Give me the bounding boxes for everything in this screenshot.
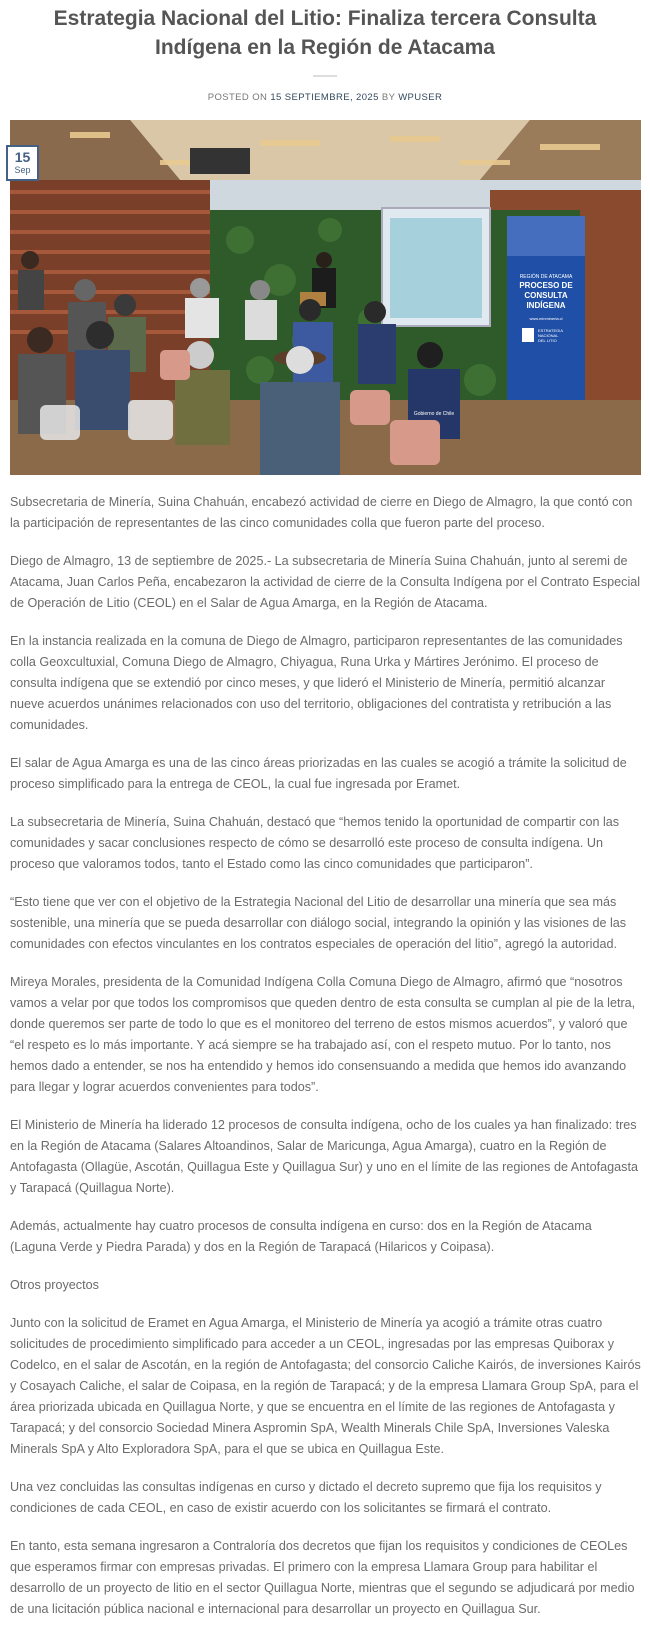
featured-image[interactable]	[10, 120, 641, 475]
paragraph: Una vez concluidas las consultas indígenas en curso y dictado el decreto supremo que fija los requisitos y condiciones de cada CEOL, en caso de existir acuerdo con los solicitantes se firmará el contrato.	[10, 1480, 602, 1515]
paragraph: “Esto tiene que ver con el objetivo de la Estrategia Nacional del Litio de desarrollar una minería que sea más sostenible, una minería que se pueda desarrollar con diálogo social, integrando la opinión y las visiones de las comunidades con efectos vinculantes en los contratos especiales de operación del litio”, agregó la autoridad.	[10, 895, 627, 951]
paragraph: Además, actualmente hay cuatro procesos de consulta indígena en curso: dos en la Región de Atacama (Laguna Verde y Piedra Parada) y dos en la Región de Tarapacá (Hilaricos y Coipasa).	[10, 1219, 592, 1254]
banner-logo-line-1: ESTRATEGIA	[538, 328, 564, 333]
vest-text: Gobierno de Chile	[413, 411, 455, 417]
banner-line-1: REGIÓN DE ATACAMA	[519, 274, 573, 280]
projector	[190, 148, 250, 174]
date-badge	[6, 145, 39, 181]
title-divider	[313, 75, 337, 77]
featured-photo-illustration	[10, 120, 641, 475]
banner-logo-mark	[522, 328, 534, 342]
banner-line-3: CONSULTA	[524, 291, 568, 300]
speaker-head	[316, 252, 332, 268]
post-content	[10, 492, 641, 1637]
banner-logo-line-3: DEL LITIO	[538, 338, 557, 343]
projected-slide	[390, 218, 482, 318]
banner-line-2: PROCESO DE	[519, 281, 573, 290]
meta-posted-on: POSTED ON	[207, 92, 268, 103]
paragraph: Junto con la solicitud de Eramet en Agua Amarga, el Ministerio de Minería ya acogió a trámite otras cuatro solicitudes de procedimiento simplificado para acceder a un CEOL, ingresadas por las empresas Quiborax y Codelco, en el salar de Ascotán, en la región de Antofagasta; del consorcio Caliche Kairós, de inversiones Kairós y Cosayach Caliche, el salar de Coipasa, en la región de Tarapacá; y de la empresa Llamara Group SpA, para el área priorizada ubicada en Quillagua Norte, y que se encuentra en el límite de las regiones de Antofagasta y Tarapacá; y del consorcio Sociedad Minera Aspromin SpA, Wealth Minerals Chile SpA, Inversiones Valeska Minerals SpA y Alto Exploradora SpA, para el que se ubica en Quillagua Este.	[10, 1316, 641, 1456]
meta-author-link[interactable]: WPUSER	[398, 92, 443, 103]
paragraph: Diego de Almagro, 13 de septiembre de 2025.- La subsecretaria de Minería Suina Chahuán, junto al seremi de Atacama, Juan Carlos Peña, encabezaron la actividad de cierre de la Consulta Indígena por el Contrato Especial de Operación de Litio (CEOL) en el Salar de Agua Amarga, en la Región de Atacama.	[10, 554, 641, 610]
banner-logo-line-2: NACIONAL	[538, 333, 559, 338]
paragraph: Subsecretaria de Minería, Suina Chahuán, encabezó actividad de cierre en Diego de Almagro, la que contó con la participación de representantes de las cinco comunidades colla que fueron parte del proceso.	[10, 495, 633, 530]
post-title: Estrategia Nacional del Litio: Finaliza tercera Consulta Indígena en la Región de Atacama	[53, 7, 597, 59]
post-meta	[0, 90, 650, 106]
meta-date-link[interactable]: 15 SEPTIEMBRE, 2025	[270, 92, 379, 103]
meta-by: BY	[381, 92, 396, 103]
paragraph: En la instancia realizada en la comuna de Diego de Almagro, participaron representantes de las comunidades colla Geoxcultuxial, Comuna Diego de Almagro, Chiyagua, Runa Urka y Mártires Jerónimo. El proceso de consulta indígena que se extendió por cinco meses, y que lideró el Ministerio de Minería, permitió alcanzar nueve acuerdos unánimes relacionados con uso del territorio, obligaciones del contratista y retribución a las comunidades.	[10, 634, 623, 732]
section-heading: Otros proyectos	[10, 1278, 99, 1292]
paragraph: En tanto, esta semana ingresaron a Contraloría dos decretos que fijan los requisitos y condiciones de CEOLes que esperamos firmar con empresas privadas. El primero con la empresa Llamara Group para habilitar el desarrollo de un proyecto de litio en el sector Quillagua Norte, mientras que el segundo se adjudicará por medio de una licitación pública nacional e internacional para desarrollar un proyecto en Quillagua Sur.	[10, 1539, 635, 1616]
paragraph: Mireya Morales, presidenta de la Comunidad Indígena Colla Comuna Diego de Almagro, afirmó que “nosotros vamos a velar por que todos los compromisos que queden dentro de esta consulta se cumplan al pie de la letra, donde queremos ser parte de todo lo que es el monitoreo del terreno de estos mismos acuerdos”, y valoró que “el respeto es lo más importante. Y acá siempre se ha trabajado así, con el respeto mutuo. Por lo tanto, nos hemos dado a entender, se nos ha entendido y hemos ido consensuando a medida que hemos ido avanzando para llegar y lograr acuerdos convenientes para todos”.	[10, 975, 636, 1094]
paragraph: La subsecretaria de Minería, Suina Chahuán, destacó que “hemos tenido la oportunidad de compartir con las comunidades y sacar conclusiones respecto de cómo se desarrolló este proceso de consulta indígena. Un proceso que valoramos todos, tanto el Estado como las cinco comunidades que participaron”.	[10, 815, 620, 871]
paragraph: El Ministerio de Minería ha liderado 12 procesos de consulta indígena, ocho de los cuales ya han finalizado: tres en la Región de Atacama (Salares Altoandinos, Salar de Maricunga, Agua Amarga), cuatro en la Región de Antofagasta (Ollagüe, Ascotán, Quillagua Este y Quillagua Sur) y uno en el límite de las regiones de Antofagasta y Tarapacá (Quillagua Norte).	[10, 1118, 638, 1195]
paragraph: El salar de Agua Amarga es una de las cinco áreas priorizadas en las cuales se acogió a trámite la solicitud de proceso simplificado para la entrega de CEOL, la cual fue ingresada por Eramet.	[10, 756, 627, 791]
banner-url: www.minmineria.cl	[529, 316, 563, 321]
date-badge-day: 15	[14, 149, 31, 165]
banner-line-4: INDÍGENA	[526, 301, 566, 310]
date-badge-month: Sep	[14, 165, 31, 175]
